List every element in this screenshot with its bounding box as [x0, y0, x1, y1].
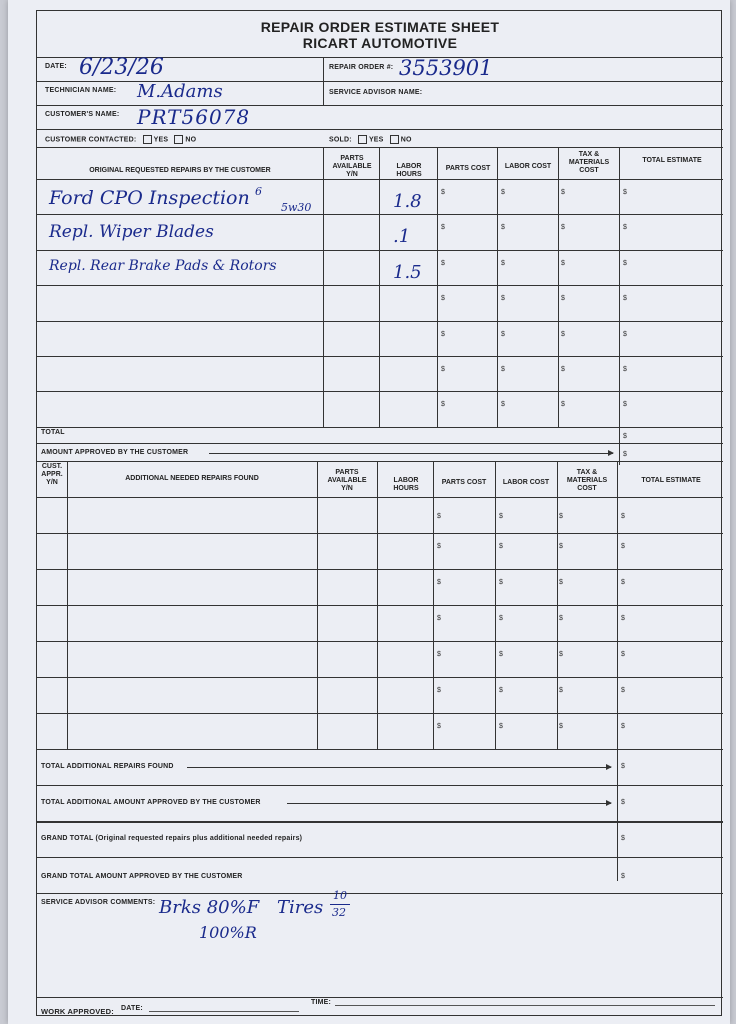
orig-row-dollar-sign: $: [623, 330, 627, 338]
orig-header-tax: TAX & MATERIALS COST: [568, 151, 610, 174]
add-row-dollar-sign: $: [437, 651, 441, 658]
total-additional-arrow: [187, 767, 611, 768]
add-row-dollar-sign: $: [621, 723, 625, 730]
footer-date-label: DATE:: [121, 1005, 143, 1012]
add-row-dollar-sign: $: [559, 579, 563, 586]
add-row-dollar-sign: $: [621, 513, 625, 520]
add-row-divider: [37, 533, 723, 534]
customer-contacted: [45, 135, 196, 144]
add-row-dollar-sign: $: [499, 687, 503, 694]
sold-yes-checkbox[interactable]: [358, 135, 367, 144]
orig-header-labor-cost: LABOR COST: [504, 163, 552, 170]
orig-row-dollar-sign: $: [623, 224, 627, 232]
orig-row-dollar-sign: $: [441, 401, 445, 409]
add-header-parts-available: PARTS AVAILABLE Y/N: [327, 469, 367, 492]
orig-header-parts-cost: PARTS COST: [445, 165, 491, 172]
estimate-sheet: [36, 10, 722, 1016]
repair-order-label: REPAIR ORDER #:: [329, 64, 394, 71]
company-name: RICART AUTOMOTIVE: [302, 35, 458, 51]
orig-row-dollar-sign: $: [623, 295, 627, 303]
add-row-divider: [37, 641, 723, 642]
repair-order-value[interactable]: 3553901: [399, 56, 493, 80]
add-row-dollar-sign: $: [621, 651, 625, 658]
customer-value[interactable]: PRT56078: [137, 105, 251, 129]
total-label: TOTAL: [41, 429, 65, 436]
add-row-dollar-sign: $: [621, 615, 625, 622]
orig-row-dollar-sign: $: [501, 189, 505, 196]
add-row-dollar-sign: $: [499, 513, 503, 520]
orig-row-dollar-sign: $: [623, 259, 627, 267]
orig-row-dollar-sign: $: [501, 224, 505, 232]
add-row-dollar-sign: $: [559, 513, 563, 520]
orig-row-divider: [37, 356, 723, 357]
service-advisor-label: SERVICE ADVISOR NAME:: [329, 89, 423, 96]
add-row-dollar-sign: $: [621, 579, 625, 586]
orig-row-dollar-sign: $: [561, 401, 565, 409]
customer-label: CUSTOMER'S NAME:: [45, 111, 120, 118]
form-title: REPAIR ORDER ESTIMATE SHEET: [260, 19, 500, 35]
amount-approved-label: AMOUNT APPROVED BY THE CUSTOMER: [41, 449, 189, 456]
total-additional-approved-label: TOTAL ADDITIONAL AMOUNT APPROVED BY THE CUSTOMER: [41, 799, 261, 806]
footer-time-label: TIME:: [311, 999, 332, 1006]
total-additional-approved-arrow: [287, 803, 611, 804]
orig-row-repair[interactable]: Ford CPO Inspection: [49, 187, 250, 209]
contacted-no-label: NO: [185, 136, 197, 144]
contacted-yes-label: YES: [153, 136, 169, 144]
add-row-dollar-sign: $: [559, 543, 563, 550]
orig-row-divider: [37, 285, 723, 286]
technician-value[interactable]: M.Adams: [137, 81, 223, 102]
add-row-dollar-sign: $: [437, 513, 441, 520]
technician-label: TECHNICIAN NAME:: [45, 87, 117, 94]
add-row-dollar-sign: $: [559, 615, 563, 622]
sold-no-checkbox[interactable]: [390, 135, 399, 144]
add-row-dollar-sign: $: [437, 579, 441, 586]
paper: [8, 0, 730, 1024]
add-header-tax: TAX & MATERIALS COST: [566, 469, 608, 492]
add-header-parts-cost: PARTS COST: [441, 479, 487, 486]
contacted-yes-checkbox[interactable]: [143, 135, 152, 144]
orig-row-dollar-sign: $: [441, 259, 445, 267]
add-row-divider: [37, 677, 723, 678]
add-row-divider: [37, 569, 723, 570]
add-row-dollar-sign: $: [559, 651, 563, 658]
add-row-dollar-sign: $: [437, 543, 441, 550]
orig-row-superscript: 6: [255, 185, 262, 198]
orig-row-dollar-sign: $: [441, 366, 445, 373]
work-approved-label: WORK APPROVED:: [41, 1007, 114, 1016]
add-row-dollar-sign: $: [559, 723, 563, 730]
total-additional-approved-dollar: $: [621, 799, 625, 806]
grand-total-approved-dollar: $: [621, 873, 625, 880]
add-row-dollar-sign: $: [499, 543, 503, 550]
orig-row-dollar-sign: $: [441, 330, 445, 338]
add-row-dollar-sign: $: [499, 723, 503, 730]
orig-row-dollar-sign: $: [561, 330, 565, 338]
add-row-dollar-sign: $: [559, 687, 563, 694]
contacted-no-checkbox[interactable]: [174, 135, 183, 144]
orig-row-note: 5w30: [281, 201, 312, 214]
total-additional-dollar: $: [621, 763, 625, 770]
add-header-labor-cost: LABOR COST: [502, 479, 550, 486]
orig-row-repair[interactable]: Repl. Wiper Blades: [49, 222, 214, 243]
orig-row-dollar-sign: $: [501, 330, 505, 338]
orig-row-dollar-sign: $: [501, 366, 505, 373]
comments-tires-fraction-bar: [330, 904, 350, 905]
comments-label: SERVICE ADVISOR COMMENTS:: [41, 899, 156, 906]
add-row-divider: [37, 713, 723, 714]
add-row-divider: [37, 605, 723, 606]
orig-row-dollar-sign: $: [501, 401, 505, 409]
comments-brakes-line2[interactable]: 100%R: [199, 923, 257, 942]
orig-row-labor-hours[interactable]: 1.5: [393, 261, 422, 283]
orig-row-dollar-sign: $: [441, 189, 445, 196]
sold-yes-label: YES: [368, 136, 384, 144]
orig-header-labor-hours: LABOR HOURS: [396, 163, 422, 178]
add-header-total: TOTAL ESTIMATE: [641, 477, 701, 484]
grand-total-approved-label: GRAND TOTAL AMOUNT APPROVED BY THE CUSTOMER: [41, 873, 243, 880]
orig-row-dollar-sign: $: [623, 189, 627, 196]
comments-brakes-line1[interactable]: Brks 80%F: [159, 897, 260, 918]
orig-row-dollar-sign: $: [623, 401, 627, 409]
customer-contacted-label: CUSTOMER CONTACTED:: [45, 136, 137, 144]
add-row-dollar-sign: $: [437, 615, 441, 622]
orig-row-dollar-sign: $: [623, 366, 627, 373]
orig-header-repairs: ORIGINAL REQUESTED REPAIRS BY THE CUSTOMER: [89, 167, 271, 174]
amount-approved-dollar: $: [623, 451, 627, 458]
orig-row-dollar-sign: $: [441, 224, 445, 232]
grand-total-label: GRAND TOTAL (Original requested repairs plus additional needed repairs): [41, 835, 303, 842]
orig-row-dollar-sign: $: [561, 189, 565, 196]
grand-total-dollar: $: [621, 835, 625, 842]
footer-time-line[interactable]: [335, 1005, 715, 1006]
sold-no-label: NO: [400, 136, 412, 144]
add-row-dollar-sign: $: [621, 687, 625, 694]
orig-row-labor-hours[interactable]: 1.8: [393, 191, 422, 212]
orig-row-dollar-sign: $: [501, 259, 505, 267]
date-label: DATE:: [45, 63, 67, 70]
date-value[interactable]: 6/23/26: [79, 55, 164, 80]
add-row-dollar-sign: $: [621, 543, 625, 550]
sold-field: [329, 135, 412, 144]
amount-approved-arrow: [209, 453, 613, 454]
orig-row-dollar-sign: $: [441, 295, 445, 303]
add-row-dollar-sign: $: [499, 651, 503, 658]
orig-row-divider: [37, 250, 723, 251]
add-row-dollar-sign: $: [499, 615, 503, 622]
orig-row-dollar-sign: $: [561, 224, 565, 232]
total-dollar: $: [623, 433, 627, 440]
orig-header-total: TOTAL ESTIMATE: [642, 157, 702, 164]
comments-tires-denominator: 32: [332, 906, 346, 919]
add-header-cust-appr: CUST. APPR. Y/N: [41, 463, 63, 486]
orig-row-divider: [37, 321, 723, 322]
orig-row-dollar-sign: $: [561, 259, 565, 267]
sold-label: SOLD:: [329, 136, 352, 144]
comments-tires-numerator: 10: [333, 889, 347, 902]
add-row-dollar-sign: $: [499, 579, 503, 586]
orig-header-parts-available: PARTS AVAILABLE Y/N: [332, 155, 372, 178]
add-row-dollar-sign: $: [437, 687, 441, 694]
add-row-dollar-sign: $: [437, 723, 441, 730]
orig-row-dollar-sign: $: [501, 295, 505, 303]
total-additional-label: TOTAL ADDITIONAL REPAIRS FOUND: [41, 763, 174, 770]
orig-row-dollar-sign: $: [561, 366, 565, 373]
orig-row-divider: [37, 214, 723, 215]
add-header-repairs: ADDITIONAL NEEDED REPAIRS FOUND: [125, 475, 259, 482]
orig-row-divider: [37, 391, 723, 392]
orig-row-repair[interactable]: Repl. Rear Brake Pads & Rotors: [49, 257, 277, 274]
comments-tires-label[interactable]: Tires: [277, 897, 324, 918]
footer-date-line[interactable]: [149, 1011, 299, 1012]
orig-row-labor-hours[interactable]: .1: [393, 226, 411, 248]
orig-row-dollar-sign: $: [561, 295, 565, 303]
add-header-labor-hours: LABOR HOURS: [393, 477, 419, 492]
